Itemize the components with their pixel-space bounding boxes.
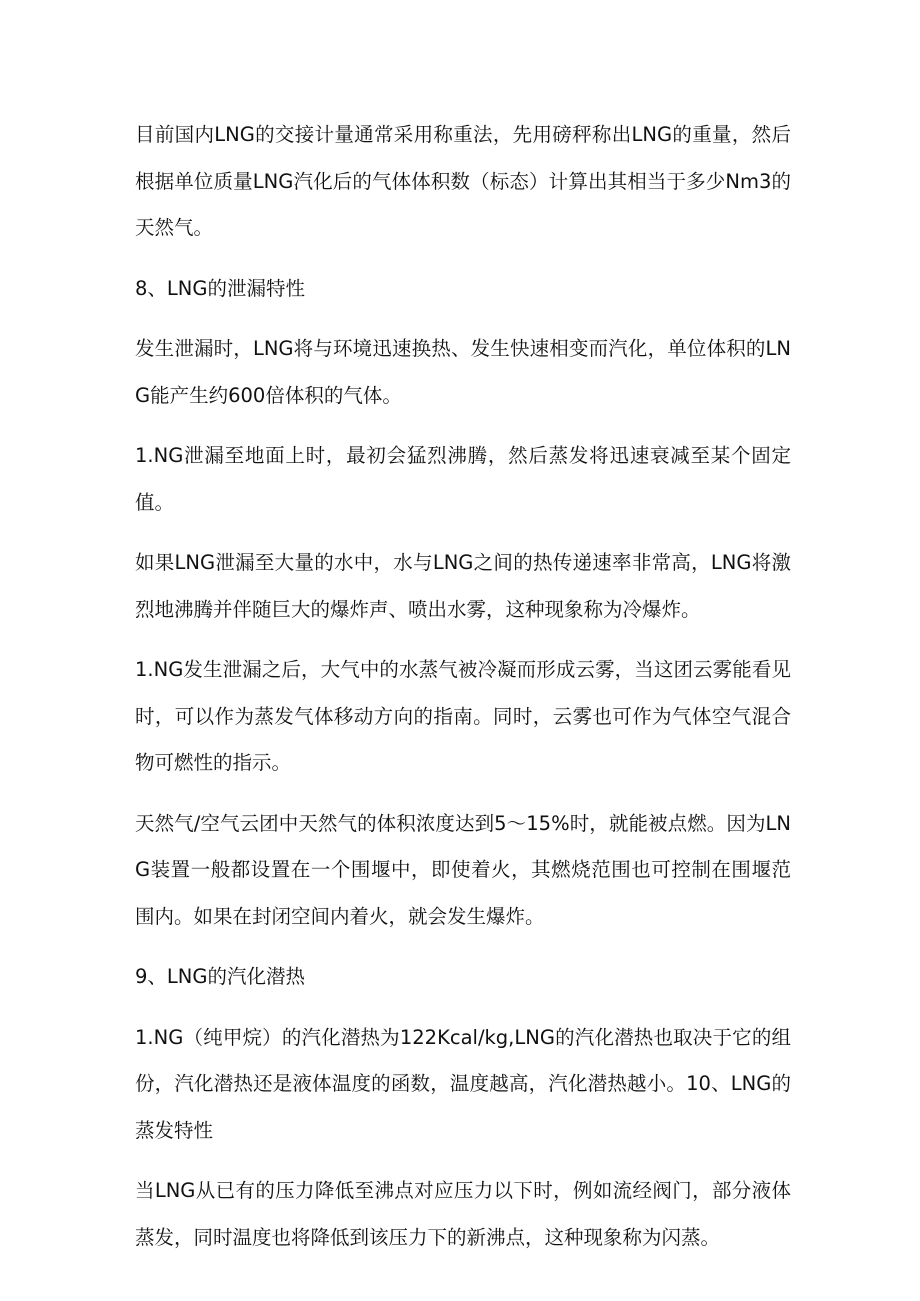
paragraph-leak-vaporization: 发生泄漏时，LNG将与环境迅速换热、发生快速相变而汽化，单位体积的LNG能产生约600倍体积的气体。 [135,337,791,407]
paragraph-vapor-cloud: 1.NG发生泄漏之后，大气中的水蒸气被冷凝而形成云雾，当这团云雾能看见时，可以作为蒸发气体移动方向的指南。同时，云雾也可作为气体空气混合物可燃性的指示。 [135,658,791,774]
paragraph-ground-leak: 1.NG泄漏至地面上时，最初会猛烈沸腾，然后蒸发将迅速衰减至某个固定值。 [135,444,791,514]
paragraph-flash-evaporation: 当LNG从已有的压力降低至沸点对应压力以下时，例如流经阀门，部分液体蒸发，同时温度也将降低到该压力下的新沸点，这种现象称为闪蒸。 [135,1179,791,1249]
heading-latent-heat: 9、LNG的汽化潜热 [135,965,305,988]
paragraph-flammability: 天然气/空气云团中天然气的体积浓度达到5～15%时，就能被点燃。因为LNG装置一般都设置在一个围堰中，即使着火，其燃烧范围也可控制在围堰范围内。如果在封闭空间内着火，就会发生爆炸。 [135,811,791,928]
document-body [135,112,791,1275]
paragraph-water-leak: 如果LNG泄漏至大量的水中，水与LNG之间的热传递速率非常高，LNG将激烈地沸腾并伴随巨大的爆炸声、喷出水雾，这种现象称为冷爆炸。 [135,551,791,621]
paragraph-lng-measurement: 目前国内LNG的交接计量通常采用称重法，先用磅秤称出LNG的重量，然后根据单位质量LNG汽化后的气体体积数（标态）计算出其相当于多少Nm3的天然气。 [135,123,791,239]
paragraph-latent-heat: 1.NG（纯甲烷）的汽化潜热为122Kcal/kg,LNG的汽化潜热也取决于它的组份，汽化潜热还是液体温度的函数，温度越高，汽化潜热越小。10、LNG的蒸发特性 [135,1025,791,1142]
heading-lng-leakage: 8、LNG的泄漏特性 [135,276,305,300]
